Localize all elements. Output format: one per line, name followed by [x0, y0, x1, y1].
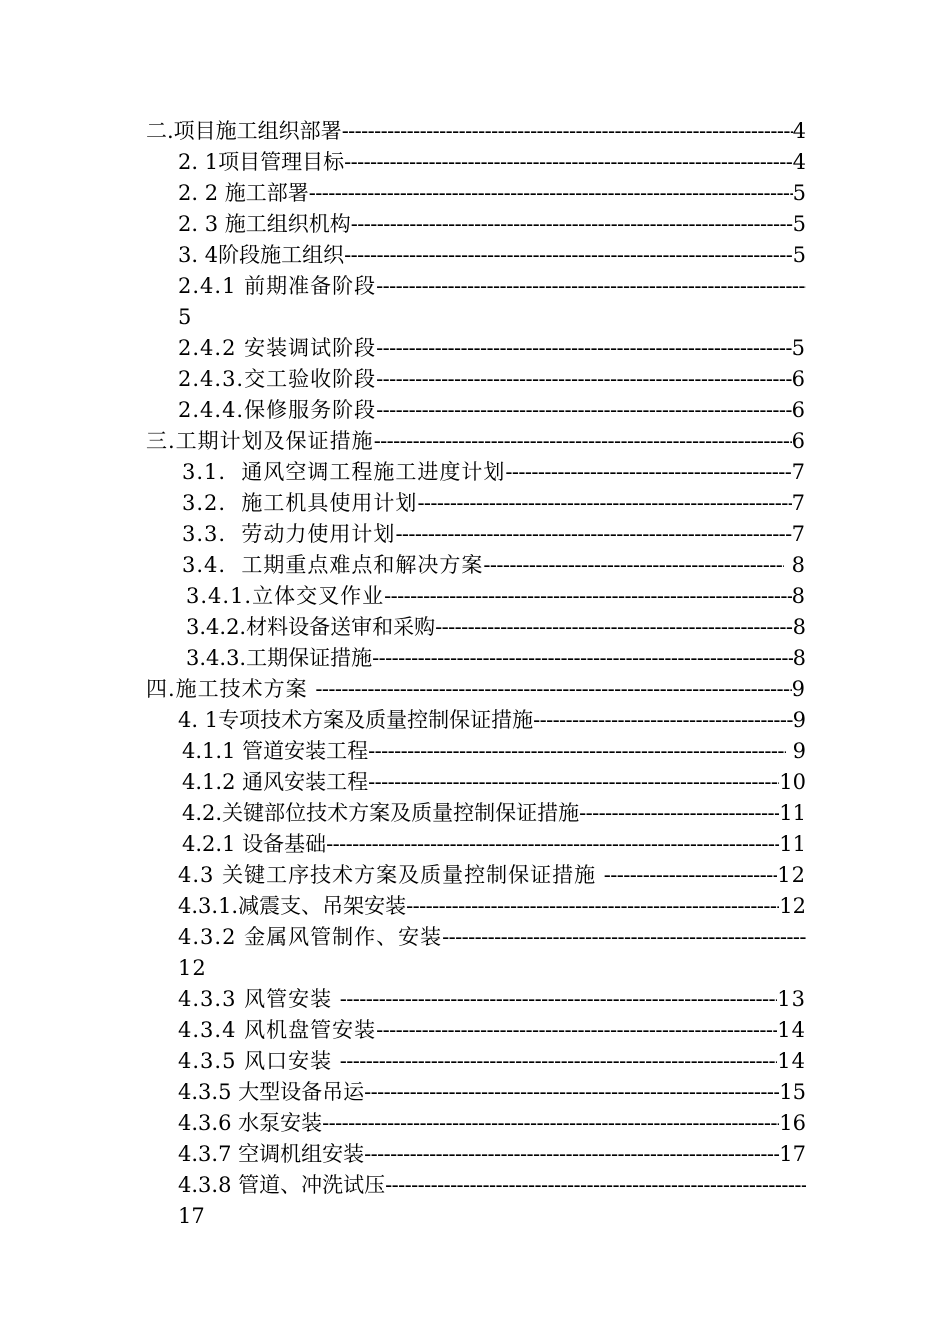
toc-entry-page: 11 [779, 801, 806, 825]
toc-leader-dashes [384, 581, 792, 612]
toc-entry [146, 984, 806, 1015]
toc-entry [146, 550, 806, 581]
toc-leader-dashes [322, 1108, 779, 1139]
toc-leader-dashes [364, 1077, 779, 1108]
toc-entry-title: 4.3.5 大型设备吊运 [178, 1080, 365, 1104]
toc-entry-title: 3.4.1.立体交叉作业 [186, 584, 385, 608]
toc-entry [146, 364, 806, 395]
toc-entry-page: 5 [791, 336, 806, 360]
toc-entry-page: 12 [178, 956, 207, 980]
toc-entry-page: 12 [777, 863, 806, 887]
toc-entry-page: 16 [779, 1111, 806, 1135]
toc-entry-title: 4.3.6 水泵安装 [178, 1111, 323, 1135]
toc-entry [146, 736, 806, 767]
toc-entry-title: 4.3.3 风管安装 [178, 987, 340, 1011]
toc-leader-dashes [344, 147, 793, 178]
toc-entry [146, 147, 806, 178]
toc-entry [146, 643, 806, 674]
toc-leader-dashes [435, 612, 793, 643]
toc-leader-dashes [342, 116, 793, 147]
toc-leader-dashes [376, 1015, 777, 1046]
toc-entry-page: 5 [792, 243, 806, 267]
toc-entry-page: 6 [791, 429, 806, 453]
toc-entry-title: 3. 4阶段施工组织 [178, 243, 345, 267]
toc-leader-dashes [340, 984, 777, 1015]
toc-entry [146, 1139, 806, 1170]
toc-entry [146, 209, 806, 240]
toc-entry [146, 1015, 806, 1046]
toc-entry [146, 705, 806, 736]
toc-entry-title: 4.3.1.减震支、吊架安装 [178, 894, 407, 918]
toc-leader-dashes [395, 519, 791, 550]
toc-entry [146, 1108, 806, 1139]
toc-entry-page: 4 [792, 150, 806, 174]
toc-entry-page: 9 [791, 677, 806, 701]
toc-entry [146, 1046, 806, 1077]
toc-entry-title: 3.4.2.材料设备送审和采购 [186, 615, 436, 639]
toc-leader-dashes [505, 457, 791, 488]
toc-leader-dashes [604, 860, 778, 891]
toc-entry-title: 2.4.1 前期准备阶段 [178, 274, 377, 298]
toc-entry-page: 17 [779, 1142, 806, 1166]
toc-entry-page: 5 [792, 181, 806, 205]
toc-entry [146, 798, 806, 829]
toc-entry-page: 17 [178, 1204, 205, 1228]
toc-leader-dashes [340, 1046, 777, 1077]
toc-entry-page: 15 [779, 1080, 806, 1104]
toc-entry-title: 2. 3 施工组织机构 [178, 212, 351, 236]
toc-entry-page: 12 [779, 894, 806, 918]
toc-entry [146, 581, 806, 612]
toc-entry [146, 240, 806, 271]
toc-entry [146, 829, 806, 860]
toc-entry-page: 6 [791, 367, 806, 391]
toc-entry-title: 2.4.2 安装调试阶段 [178, 336, 377, 360]
toc-entry-page: 7 [791, 522, 806, 546]
toc-entry-page: 8 [791, 584, 806, 608]
toc-leader-dashes [417, 488, 791, 519]
toc-entry [146, 922, 806, 984]
table-of-contents [146, 116, 806, 1232]
toc-entry [146, 271, 806, 333]
toc-entry [146, 612, 806, 643]
toc-entry-page: 14 [777, 1049, 806, 1073]
toc-leader-dashes [368, 736, 786, 767]
toc-entry-page: 9 [792, 708, 806, 732]
toc-leader-dashes [364, 1139, 779, 1170]
toc-entry-title: 4.1.2 通风安装工程 [182, 770, 369, 794]
toc-entry-page: 4 [792, 119, 806, 143]
toc-entry-title: 4.2.关键部位技术方案及质量控制保证措施 [182, 801, 580, 825]
toc-leader-dashes [406, 891, 779, 922]
toc-entry [146, 488, 806, 519]
toc-entry [146, 519, 806, 550]
toc-leader-dashes [351, 209, 793, 240]
toc-entry-page: 7 [791, 460, 806, 484]
toc-leader-dashes [533, 705, 793, 736]
toc-entry-page: 13 [777, 987, 806, 1011]
toc-entry-title: 2. 1项目管理目标 [178, 150, 345, 174]
toc-entry [146, 860, 806, 891]
toc-entry-page: 7 [791, 491, 806, 515]
toc-leader-dashes [579, 798, 779, 829]
toc-entry-title: 4.3.8 管道、冲洗试压 [178, 1173, 386, 1197]
toc-entry-title: 2.4.3.交工验收阶段 [178, 367, 377, 391]
toc-entry [146, 116, 806, 147]
toc-entry-title: 四.施工技术方案 [146, 677, 316, 701]
toc-leader-dashes [385, 1170, 806, 1201]
toc-entry-title: 3.3. 劳动力使用计划 [182, 522, 396, 546]
toc-entry-page: 6 [791, 398, 806, 422]
toc-entry [146, 426, 806, 457]
toc-entry-title: 2. 2 施工部署 [178, 181, 309, 205]
toc-leader-dashes [376, 364, 792, 395]
toc-entry-title: 4.2.1 设备基础 [182, 832, 327, 856]
toc-leader-dashes [442, 922, 806, 953]
toc-entry [146, 1170, 806, 1232]
toc-entry-title: 3.4. 工期重点难点和解决方案 [182, 553, 484, 577]
toc-entry-title: 3.1. 通风空调工程施工进度计划 [182, 460, 506, 484]
toc-entry-page: 9 [785, 739, 806, 763]
toc-entry [146, 767, 806, 798]
toc-leader-dashes [315, 674, 791, 705]
toc-entry-title: 4.3.4 风机盘管安装 [178, 1018, 377, 1042]
toc-entry [146, 333, 806, 364]
toc-entry-title: 4.3.7 空调机组安装 [178, 1142, 365, 1166]
toc-entry-title: 3.4.3.工期保证措施 [186, 646, 373, 670]
toc-entry [146, 457, 806, 488]
toc-entry-title: 3.2. 施工机具使用计划 [182, 491, 418, 515]
toc-leader-dashes [374, 426, 792, 457]
toc-entry-page: 5 [178, 305, 193, 329]
toc-leader-dashes [344, 240, 793, 271]
toc-leader-dashes [326, 829, 779, 860]
toc-entry-page: 8 [792, 615, 806, 639]
toc-leader-dashes [376, 395, 792, 426]
toc-entry-page: 11 [779, 832, 806, 856]
toc-leader-dashes [309, 178, 793, 209]
toc-entry [146, 395, 806, 426]
toc-leader-dashes [483, 550, 784, 581]
toc-entry [146, 891, 806, 922]
toc-entry-title: 4.3.2 金属风管制作、安装 [178, 925, 443, 949]
toc-entry-title: 4.1.1 管道安装工程 [182, 739, 369, 763]
toc-entry-title: 4. 1专项技术方案及质量控制保证措施 [178, 708, 534, 732]
toc-entry-page: 10 [779, 770, 806, 794]
toc-entry-page: 5 [792, 212, 806, 236]
toc-entry-title: 二.项目施工组织部署 [146, 119, 342, 143]
toc-entry-title: 4.3 关键工序技术方案及质量控制保证措施 [178, 863, 604, 887]
toc-entry [146, 178, 806, 209]
toc-entry [146, 1077, 806, 1108]
toc-leader-dashes [372, 643, 793, 674]
toc-leader-dashes [376, 333, 792, 364]
toc-entry-page: 14 [777, 1018, 806, 1042]
toc-leader-dashes [376, 271, 806, 302]
toc-entry-title: 2.4.4.保修服务阶段 [178, 398, 377, 422]
toc-entry-title: 三.工期计划及保证措施 [146, 429, 374, 453]
toc-entry-page: 8 [783, 553, 806, 577]
toc-entry-page: 8 [792, 646, 806, 670]
toc-entry [146, 674, 806, 705]
toc-leader-dashes [368, 767, 779, 798]
toc-entry-title: 4.3.5 风口安装 [178, 1049, 340, 1073]
